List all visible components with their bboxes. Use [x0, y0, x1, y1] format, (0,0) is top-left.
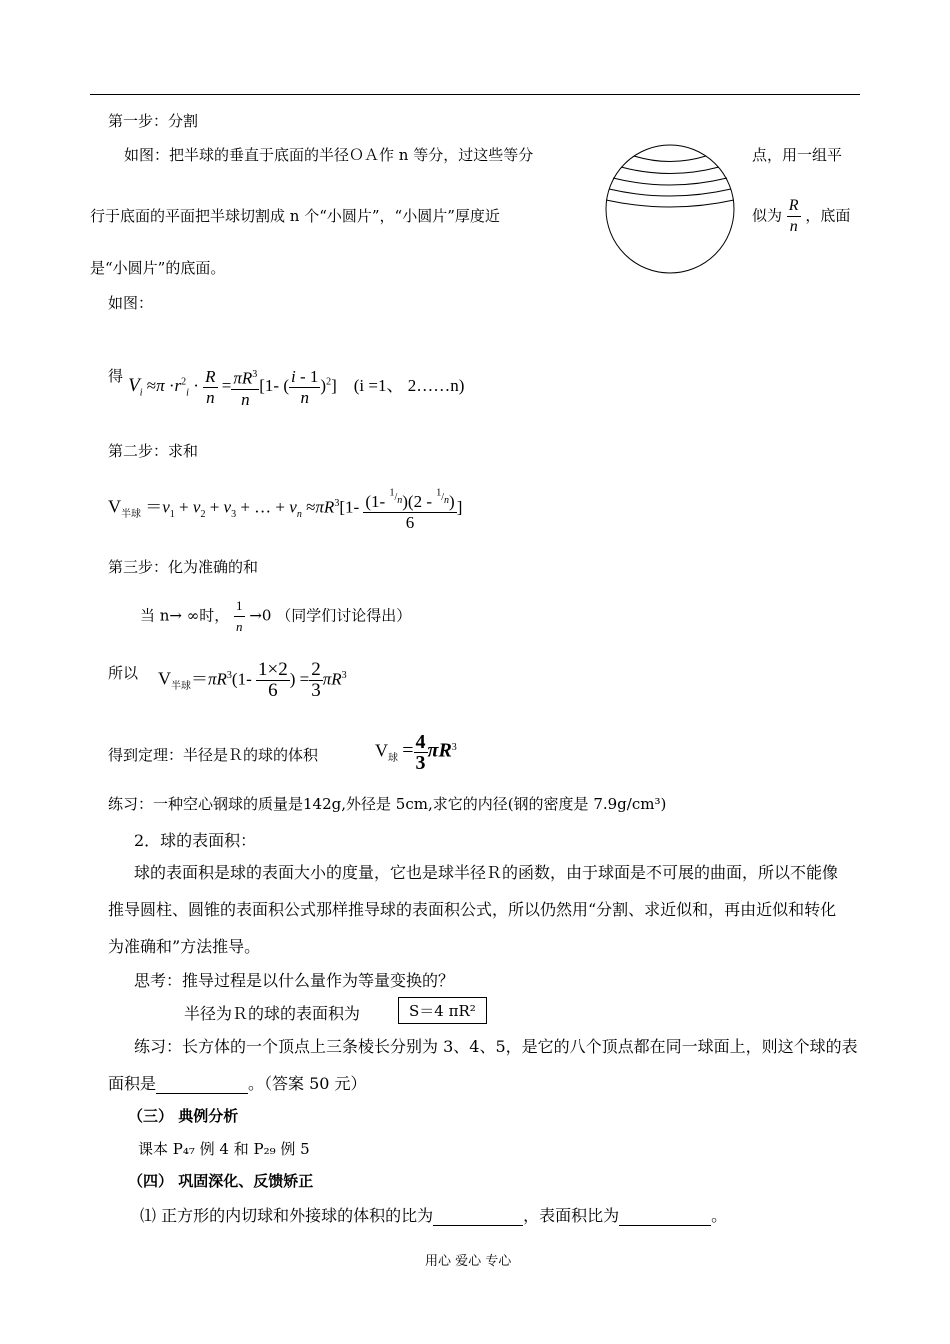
limit-prefix: 当 n→ ∞时，	[140, 606, 230, 625]
slice-4	[609, 189, 731, 196]
slice-5	[606, 200, 734, 207]
v-label-sphere: V	[375, 740, 388, 761]
slice-1	[634, 156, 706, 162]
as-figure-label: 如图：	[108, 294, 154, 312]
question-1	[140, 1203, 727, 1226]
section3-heading: （三） 典例分析	[128, 1107, 239, 1125]
formula-sphere-volume: $V_球$ = $\frac{4}{3}$ $\pi R^3$	[375, 731, 457, 774]
section2-para3: 为准确和”方法推导。	[108, 937, 261, 956]
surface-area-text: 半径为Ｒ的球的表面积为	[184, 1004, 361, 1023]
limit-suffix: →0 （同学们讨论得出）	[249, 606, 412, 625]
question-1-text: ⑴ 正方形的内切球和外接球的体积的比为	[140, 1206, 434, 1225]
step1-para-line3: 是“小圆片”的底面。	[90, 259, 226, 277]
answer-blank-area-ratio[interactable]	[619, 1207, 711, 1226]
slice-2	[621, 167, 719, 174]
bottom-text: ，底面	[805, 206, 851, 225]
surface-area-formula-box: S＝4 πR²	[398, 997, 487, 1024]
section3-text: 课本 P₄₇ 例 4 和 P₂₉ 例 5	[138, 1140, 310, 1158]
theorem-text: 得到定理：半径是Ｒ的球的体积	[108, 746, 319, 764]
index-range: (i =1、 2……n)	[353, 376, 465, 396]
formula-vi	[108, 365, 464, 410]
formula-hemisphere-volume: $V_{半球}=\pi R^3(1-$ $\frac{1\times 2}{6}$ ) = $\frac{2}{3}$ $\pi R^3$	[158, 659, 347, 701]
question-1-end: 。	[711, 1206, 728, 1225]
exercise-2-line1: 练习：长方体的一个顶点上三条棱长分别为 3、4、5，是它的八个顶点都在同一球面上，则这个球的表	[134, 1037, 858, 1056]
so-label: 所以	[108, 664, 139, 682]
section2-para1: 球的表面积是球的表面大小的度量，它也是球半径Ｒ的函数，由于球面是不可展的曲面，所以不能像	[134, 863, 839, 882]
step2-heading: 第二步：求和	[108, 442, 199, 460]
step1-para-line1-right: 点，用一组平	[752, 146, 843, 164]
section2-heading: 2．球的表面积：	[134, 831, 257, 850]
slice-3	[613, 178, 727, 185]
exercise-2-answer-note: 。（答案 50 元）	[248, 1074, 367, 1093]
section2-para2: 推导圆柱、圆锥的表面积公式那样推导球的表面积公式，所以仍然用“分割、求近似和，再由近似和转化	[108, 900, 837, 919]
exercise-2-line2	[108, 1071, 367, 1094]
page-footer: 用心 爱心 专心	[425, 1254, 512, 1269]
formula-sum: $V_{半球} =v_1 + v_2 + v_3$ + … + $v_n \approx\pi R^3[1-$ $\frac{(1- ^{^1/_n})(2 - ^{^1/_n})}{6}$ ]	[108, 484, 462, 533]
limit-line	[140, 596, 411, 637]
sphere-outline	[606, 145, 734, 273]
answer-blank-volume-ratio[interactable]	[433, 1207, 523, 1226]
question-1-text-2: ，表面积比为	[523, 1206, 620, 1225]
v-label: V	[108, 496, 121, 517]
fraction-r-over-n: $\frac{R}{n}$	[788, 197, 799, 235]
exercise-2-text: 面积是	[108, 1074, 157, 1093]
header-rule	[90, 94, 860, 95]
step1-para-line1: 如图：把半球的垂直于底面的半径ＯＡ作 n 等分，过这些等分	[124, 146, 534, 164]
approx-text: 似为	[752, 206, 783, 225]
think-question: 思考：推导过程是以什么量作为等量变换的？	[134, 971, 455, 990]
v-sub-sphere: 球	[388, 752, 398, 764]
step1-para-line2-right	[752, 196, 850, 237]
answer-blank-1[interactable]	[156, 1075, 248, 1094]
v-sub-label: 半球	[121, 508, 141, 520]
v-sub-label-2: 半球	[171, 680, 191, 692]
sliced-hemisphere-figure	[600, 143, 740, 275]
formula-prefix: 得	[108, 367, 124, 385]
step1-para-line2: 行于底面的平面把半球切割成 n 个“小圆片”，“小圆片”厚度近	[90, 207, 500, 225]
section4-heading: （四） 巩固深化、反馈矫正	[128, 1172, 314, 1190]
step1-heading: 第一步：分割	[108, 112, 199, 130]
formula-vi-body: $V_i \approx\pi \cdot r^2_i$ · $\frac{R}{n}$ = $\frac{\pi R^3}{n}$ [1- ( $\frac{i - 1}{n}$ )$^2$] (i =1、 2……n)	[128, 366, 465, 409]
exercise-1: 练习：一种空心钢球的质量是142g,外径是 5cm,求它的内径(钢的密度是 7.9g/cm³)	[108, 795, 667, 813]
step3-heading: 第三步：化为准确的和	[108, 558, 259, 576]
fraction-one-over-n: $\frac{1}{n}$	[236, 598, 243, 634]
